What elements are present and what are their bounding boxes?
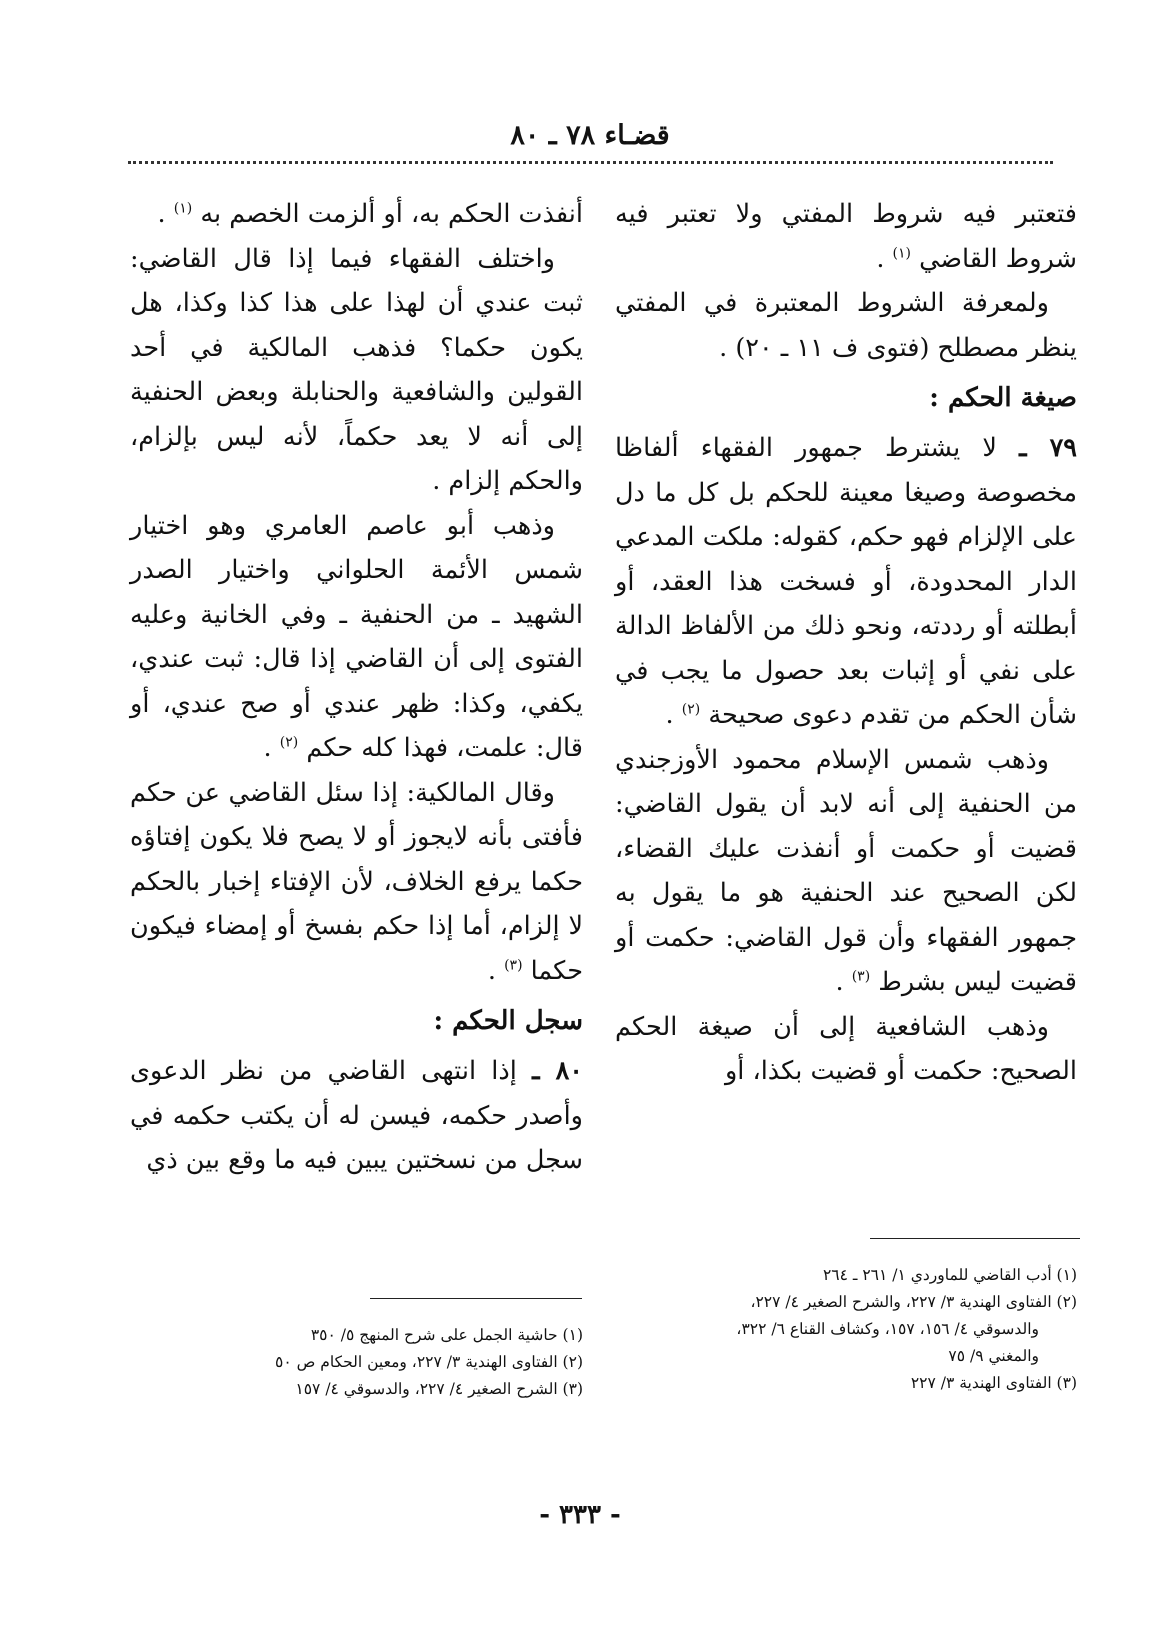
footnote-rule-right	[870, 1238, 1080, 1239]
section-heading: صيغة الحكم :	[929, 383, 1077, 413]
footnote: (٢) الفتاوى الهندية ٣/ ٢٢٧، والشرح الصغير ٤/ ٢٢٧،	[750, 1293, 1077, 1311]
section-number: ٨٠ ـ	[532, 1056, 583, 1086]
paragraph-text: لا يشترط جمهور الفقهاء ألفاظا مخصوصة وصيغا معينة للحكم بل كل ما دل على الإلزام فهو حكم، كقوله: ملكت المدعي الدار المحدودة، أو فسخت هذا العقد، أو أبطلته أو رددته، ونحو ذلك من الألفاظ الدالة على نفي أو إثبات بعد حصول ما يجب في شأن الحكم من تقدم دعوى صحيحة	[615, 433, 1077, 730]
header-dotted-rule	[128, 161, 1053, 164]
section-heading: سجل الحكم :	[433, 1006, 583, 1036]
paragraph-text: فتعتبر فيه شروط المفتي ولا تعتبر فيه شروط القاضي	[615, 199, 1077, 274]
footnote: (٣) الفتاوى الهندية ٣/ ٢٢٧	[910, 1374, 1077, 1392]
section-number: ٧٩ ـ	[1019, 433, 1077, 463]
paragraph-text: إذا انتهى القاضي من نظر الدعوى وأصدر حكمه، فيسن له أن يكتب حكمه في سجل من نسختين يبين فيه ما وقع بين ذي	[130, 1056, 583, 1175]
paragraph: وذهب أبو عاصم العامري وهو اختيار شمس الأئمة الحلواني واختيار الصدر الشهيد ـ من الحنفية ـ وفي الخانية وعليه الفتوى إلى أن القاضي إذا قال: ثبت عندي، يكفي، وكذا: ظهر عندي أو صح عندي، أو قال: علمت، فهذا كله حكم $^{(٢)}$ .	[130, 510, 583, 763]
footnote: (١) حاشية الجمل على شرح المنهج ٥/ ٣٥٠	[310, 1326, 583, 1344]
paragraph-text: أنفذت الحكم به، أو ألزمت الخصم به	[200, 199, 583, 229]
footnote-ref: (٢)	[279, 734, 299, 751]
footnotes-right	[615, 1262, 1077, 1397]
footnote: (١) أدب القاضي للماوردي ١/ ٢٦١ ـ ٢٦٤	[822, 1266, 1077, 1284]
footnote-ref: (١)	[173, 200, 193, 217]
paragraph-text: وقال المالكية: إذا سئل القاضي عن حكم فأفتى بأنه لايجوز أو لا يصح فلا يكون إفتاؤه حكما يرفع الخلاف، لأن الإفتاء إخبار بالحكم لا إلزام، أما إذا حكم بفسخ أو إمضاء فيكون حكما	[130, 777, 583, 986]
footnotes-left	[130, 1322, 583, 1403]
footnote-ref: (٢)	[681, 701, 701, 718]
footnote-continuation: والمغني ٩/ ٧٥	[948, 1347, 1039, 1365]
footnote-ref: (٣)	[851, 968, 871, 985]
paragraph: وذهب شمس الإسلام محمود الأوزجندي من الحنفية إلى أنه لابد أن يقول القاضي: قضيت أو حكمت أو أنفذت عليك القضاء، لكن الصحيح عند الحنفية هو ما يقول به جمهور الفقهاء وأن قول القاضي: حكمت أو قضيت ليس بشرط $^{(٣)}$ .	[615, 744, 1077, 997]
footnote: (٢) الفتاوى الهندية ٣/ ٢٢٧، ومعين الحكام ص ٥٠	[275, 1353, 583, 1371]
footnote: (٣) الشرح الصغير ٤/ ٢٢٧، والدسوقي ٤/ ١٥٧	[295, 1380, 583, 1398]
paragraph: ولمعرفة الشروط المعتبرة في المفتي ينظر مصطلح (فتوى ف ١١ ـ ٢٠) .	[615, 288, 1077, 363]
paragraph: ٧٩ ـ لا يشترط جمهور الفقهاء ألفاظا مخصوصة وصيغا معينة للحكم بل كل ما دل على الإلزام فهو حكم، كقوله: ملكت المدعي الدار المحدودة، أو فسخت هذا العقد، أو أبطلته أو رددته، ونحو ذلك من الألفاظ الدالة على نفي أو إثبات بعد حصول ما يجب في شأن الحكم من تقدم دعوى صحيحة $^{(٢)}$ .	[615, 433, 1077, 730]
right-column	[615, 192, 1077, 1094]
footnote-continuation: والدسوقي ٤/ ١٥٦، ١٥٧، وكشاف القناع ٦/ ٣٢٢،	[736, 1320, 1039, 1338]
paragraph: أنفذت الحكم به، أو ألزمت الخصم به $^{(١)}$ .	[157, 199, 583, 229]
paragraph-text: وذهب أبو عاصم العامري وهو اختيار شمس الأئمة الحلواني واختيار الصدر الشهيد ـ من الحنفية ـ وفي الخانية وعليه الفتوى إلى أن القاضي إذا قال: ثبت عندي، يكفي، وكذا: ظهر عندي أو صح عندي، أو قال: علمت، فهذا كله حكم	[130, 510, 583, 763]
paragraph	[130, 1049, 583, 1183]
footnote-ref: (١)	[892, 245, 912, 261]
footnote-rule-left	[370, 1298, 582, 1299]
page-number: - ٣٣٣ -	[539, 1500, 621, 1530]
footnote-ref: (٣)	[504, 957, 523, 973]
paragraph: وذهب الشافعية إلى أن صيغة الحكم الصحيح: حكمت أو قضيت بكذا، أو	[615, 1011, 1077, 1086]
running-header: قضـاء ٧٨ ـ ٨٠	[510, 120, 670, 151]
paragraph: وقال المالكية: إذا سئل القاضي عن حكم فأفتى بأنه لايجوز أو لا يصح فلا يكون إفتاؤه حكما يرفع الخلاف، لأن الإفتاء إخبار بالحكم لا إلزام، أما إذا حكم بفسخ أو إمضاء فيكون حكما $^{(٣)}$ .	[130, 777, 583, 986]
paragraph: فتعتبر فيه شروط المفتي ولا تعتبر فيه شروط القاضي $^{(١)}$ .	[615, 199, 1077, 274]
paragraph-text: وذهب شمس الإسلام محمود الأوزجندي من الحنفية إلى أنه لابد أن يقول القاضي: قضيت أو حكمت أو أنفذت عليك القضاء، لكن الصحيح عند الحنفية هو ما يقول به جمهور الفقهاء وأن قول القاضي: حكمت أو قضيت ليس بشرط	[615, 744, 1077, 997]
paragraph: واختلف الفقهاء فيما إذا قال القاضي: ثبت عندي أن لهذا على هذا كذا وكذا، هل يكون حكما؟ فذهب المالكية في أحد القولين والشافعية والحنابلة وبعض الحنفية إلى أنه لا يعد حكماً، لأنه ليس بإلزام، والحكم إلزام .	[130, 243, 583, 496]
left-column	[130, 192, 583, 1183]
